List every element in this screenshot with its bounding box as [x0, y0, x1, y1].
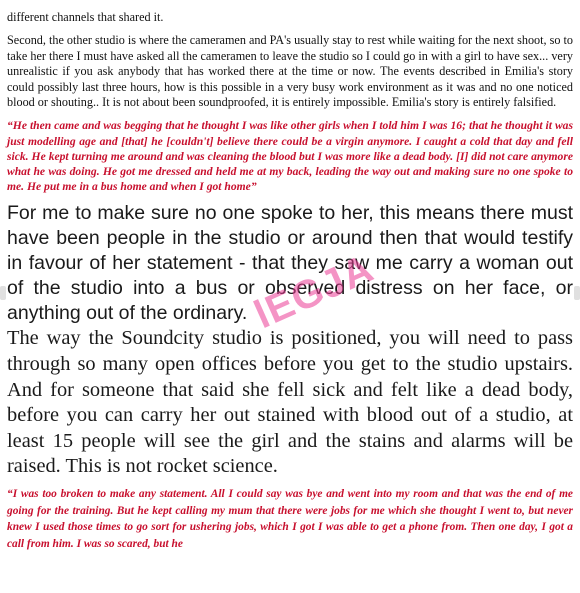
paragraph-large-two: The way the Soundcity studio is positioned, you will need to pass through so many open offices before you get to the studio upstairs. And for someone that said she fell sick and felt like a dead body, before you can carry her out stained with blood out of a studio, at least 15 people will see the girl and the stains and alarms will be raised. This is not rocket science. — [7, 327, 573, 478]
paragraph-large-one: For me to make sure no one spoke to her, this means there must have been people in the studio or around then that would testify in favour of her statement - that they saw me carry a woman out of the studio into a bus or observed distress on her face, or anything out of the ordinary. — [7, 202, 573, 325]
quote-victim-statement-two: “I was too broken to make any statement. All I could say was bye and went into my room and that was the end of me going for the training. But he kept calling my mum that there were jobs for me which she thought I went to, but never knew I used those times to go sort for ushering jobs, which I got I was able to get a phone from. Then one day, I got a call from him. I was so scared, but he — [7, 488, 573, 550]
paragraph-intro-tail: different channels that shared it. — [7, 10, 164, 24]
document-page — [7, 0, 573, 593]
quote-victim-statement-one: “He then came and was begging that he thought I was like other girls when I told him I was 16; that he thought it was just modelling age and [that] he [couldn't] believe there could be a virgin anymore. I caught a cold that day and fell sick. He kept turning me around and was cleaning the blood but I was more like a dead body. [I] did not care anymore what he was doing. He got me dressed and held me at my back, leading the way out and making sure no one spoke to me. He put me in a bus home and when I got home” — [7, 119, 573, 194]
paragraph-second: Second, the other studio is where the cameramen and PA's usually stay to rest while waiting for the next shoot, so to take her there I must have asked all the cameramen to leave the studio so I could go in with a girl to have sex... very unrealistic if you ask anybody that has worked there at the time or now. The events described in Emilia's story could possibly last three hours, how is this possible in a very busy work environment as it was and no one noticed blood or shouting.. It is not about been soundproofed, it is entirely impossible. Emilia's story is entirely falsified. — [7, 33, 573, 110]
watermark-logo: lEGJA — [248, 246, 381, 338]
next-slide-edge[interactable] — [574, 286, 580, 300]
previous-slide-edge[interactable] — [0, 286, 6, 300]
